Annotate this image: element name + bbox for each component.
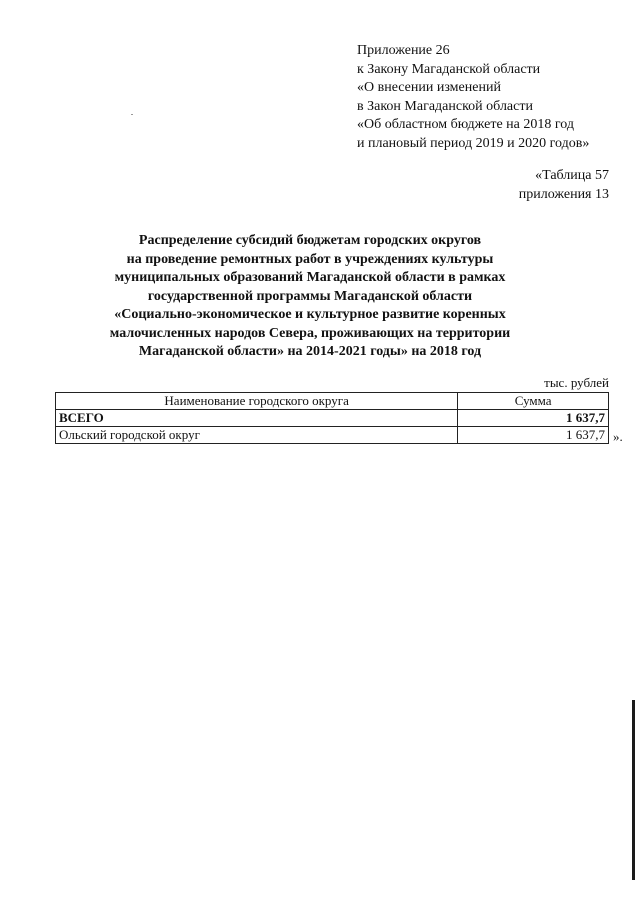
closing-quote: ». — [613, 429, 623, 444]
table-row — [56, 427, 609, 444]
scan-edge-mark — [632, 700, 635, 880]
title-line: на проведение ремонтных работ в учреждениях культуры — [126, 251, 494, 267]
table-reference-line-1: «Таблица 57 — [535, 168, 609, 183]
document-title — [60, 232, 560, 362]
units-label: тыс. рублей — [544, 375, 609, 390]
total-label: ВСЕГО — [56, 410, 458, 427]
title-line: Распределение субсидий бюджетам городских округов — [138, 233, 482, 248]
table-header-row — [56, 393, 609, 410]
title-line: муниципальных образований Магаданской области в рамках — [114, 270, 506, 285]
table-row-total — [56, 410, 609, 427]
header-sum: Сумма — [458, 393, 609, 410]
scan-speck — [131, 114, 133, 115]
appendix-line: Приложение 26 — [357, 43, 450, 58]
title-line: Магаданской области» на 2014-2021 годы» на 2018 год — [138, 344, 482, 359]
district-sum: 1 637,7 — [458, 427, 609, 444]
title-line: «Социально-экономическое и культурное развитие коренных — [114, 307, 506, 322]
subsidy-table — [55, 392, 609, 444]
title-line: государственной программы Магаданской области — [147, 288, 473, 304]
appendix-line: и плановый период 2019 и 2020 годов» — [357, 135, 590, 151]
appendix-header — [357, 42, 589, 153]
table-reference-line-2: приложения 13 — [518, 186, 609, 202]
header-district-name: Наименование городского округа — [56, 393, 458, 410]
appendix-line: в Закон Магаданской области — [357, 98, 533, 114]
table-reference — [519, 167, 609, 204]
appendix-line: «Об областном бюджете на 2018 год — [357, 117, 574, 132]
appendix-line: к Закону Магаданской области — [357, 61, 541, 77]
title-line: малочисленных народов Севера, проживающих на территории — [109, 325, 511, 341]
appendix-line: «О внесении изменений — [357, 80, 501, 95]
district-name: Ольский городской округ — [56, 427, 458, 444]
total-sum: 1 637,7 — [458, 410, 609, 427]
